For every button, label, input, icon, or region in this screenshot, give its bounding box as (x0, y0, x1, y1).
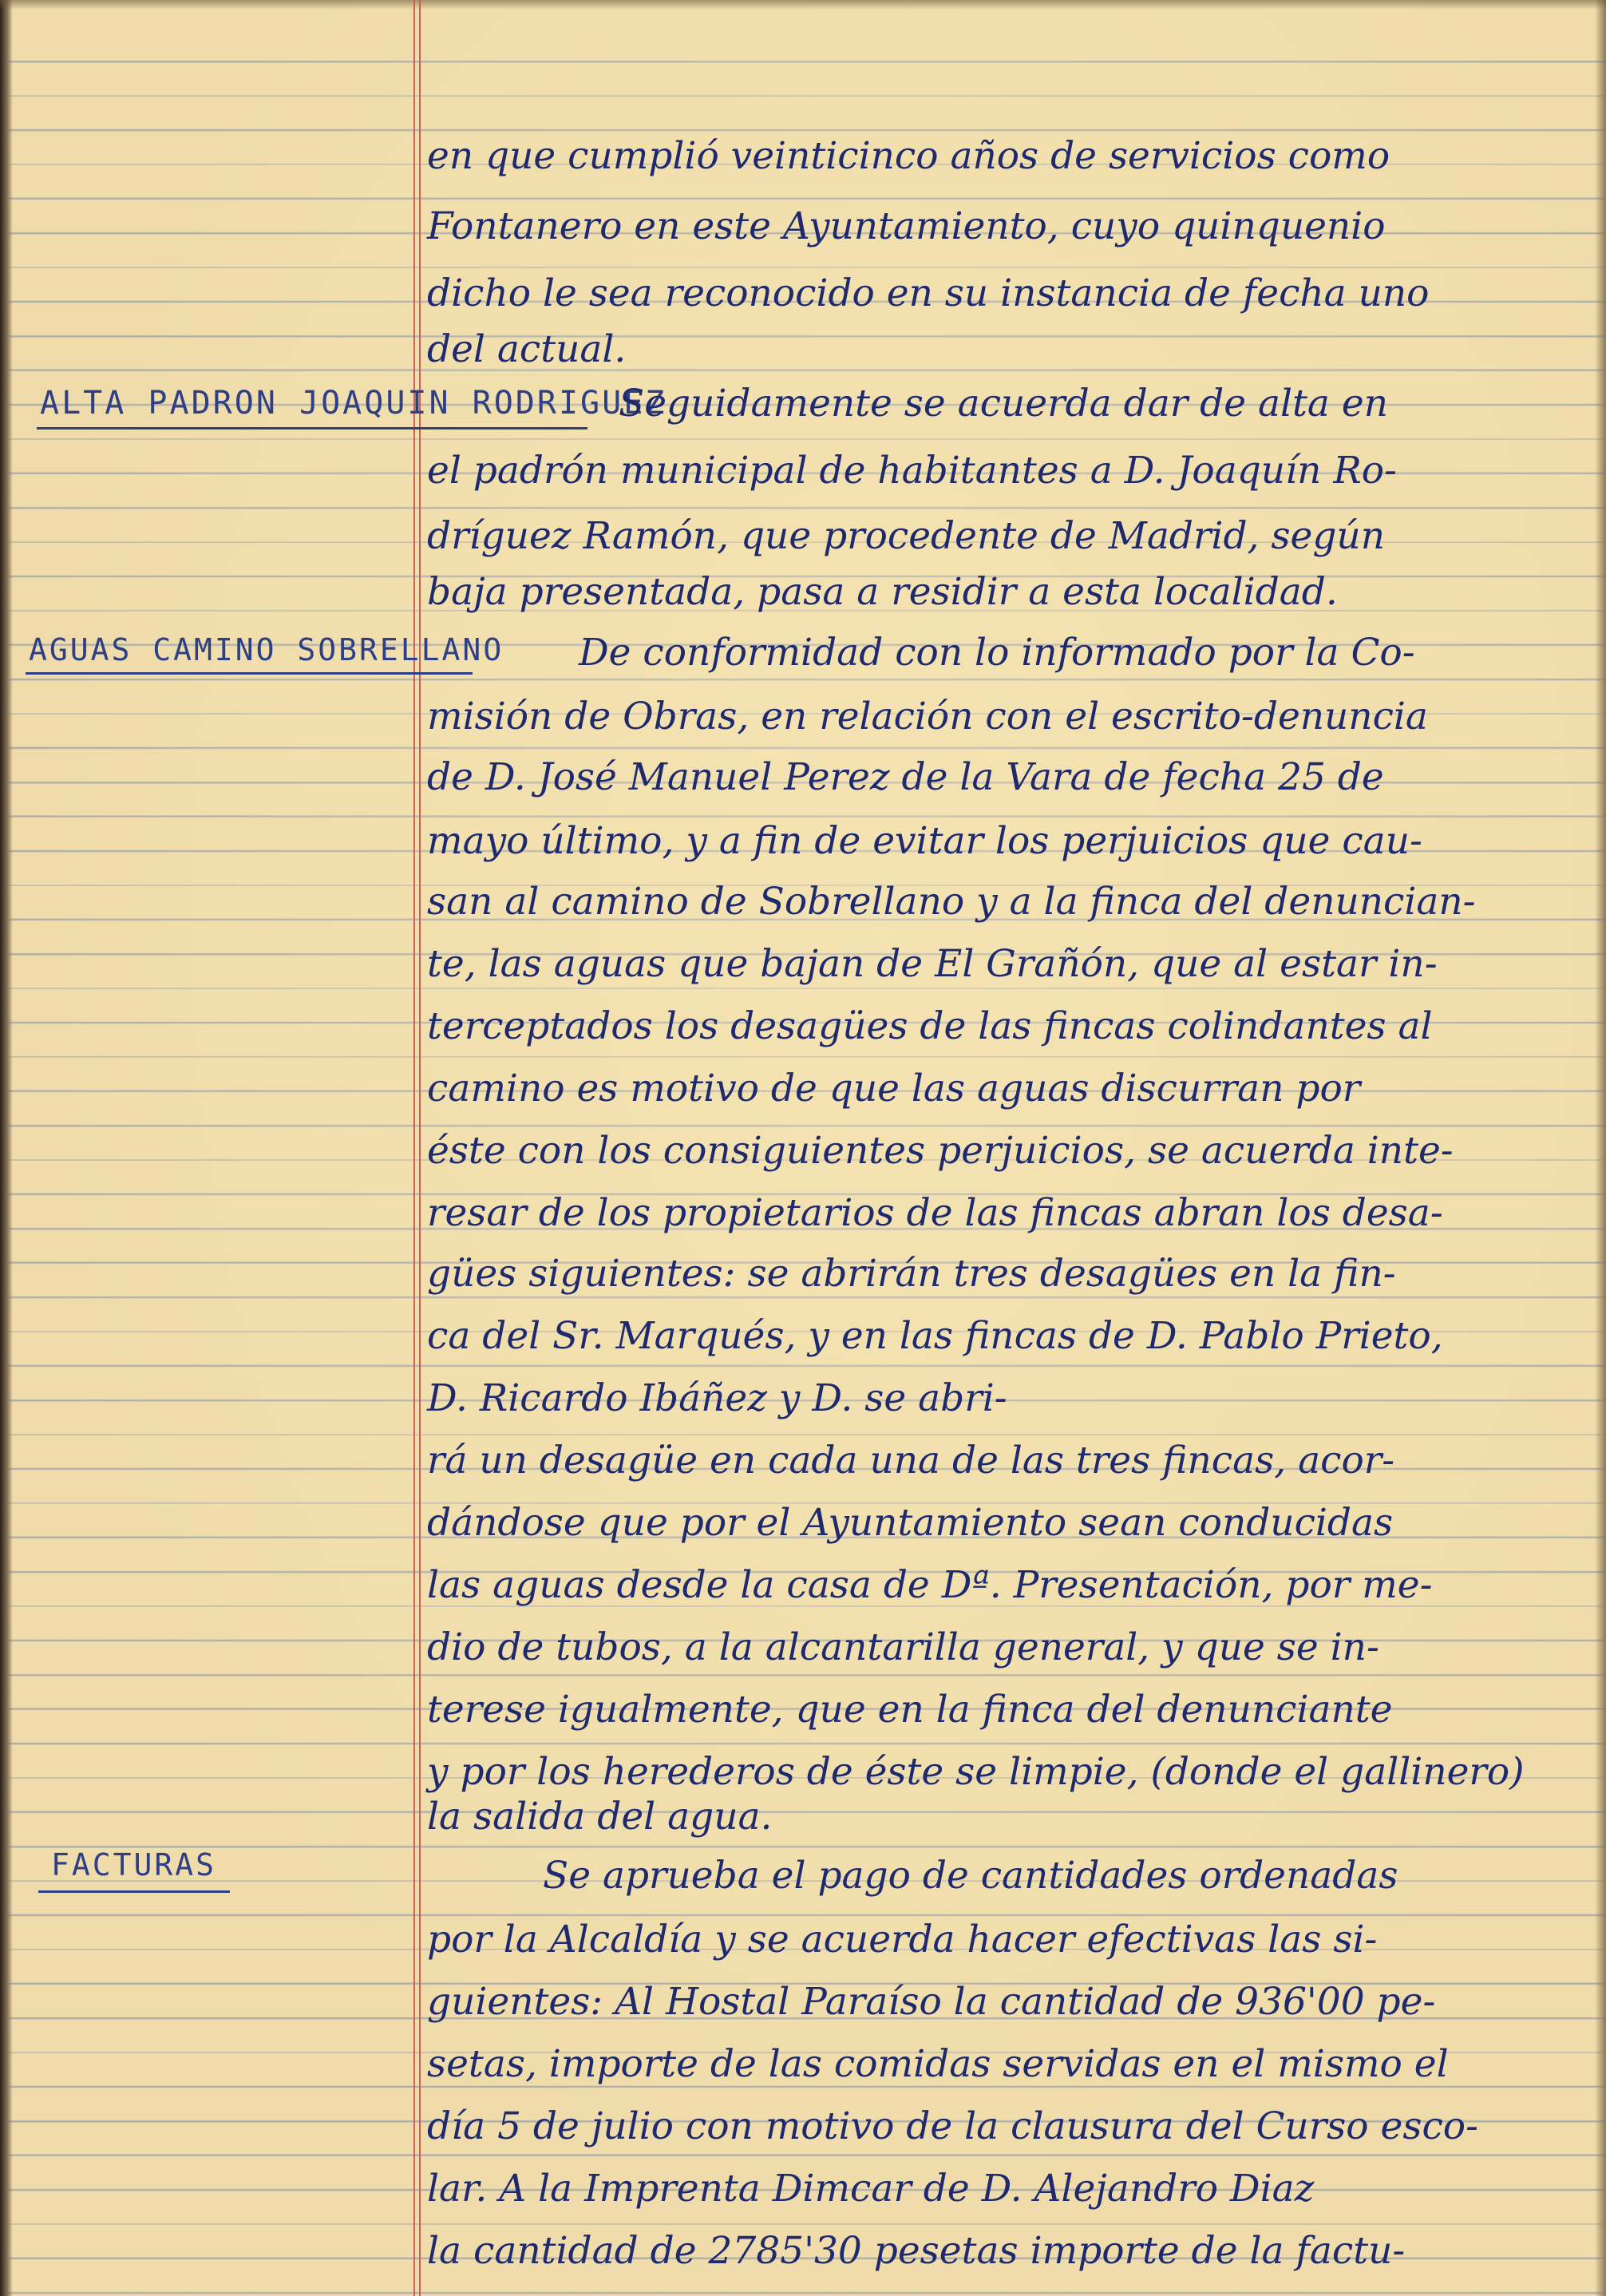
body-line: del actual. (427, 327, 627, 371)
page-top-edge (0, 0, 1606, 10)
body-line: la salida del agua. (427, 1795, 773, 1839)
page-binding-edge (0, 0, 13, 2296)
page-right-edge (1595, 0, 1606, 2296)
body-line: gües siguientes: se abrirán tres desagües en la fin- (427, 1252, 1396, 1296)
body-line: baja presentada, pasa a residir a esta localidad. (427, 570, 1338, 614)
body-line: de D. José Manuel Perez de la Vara de fecha 25 de (427, 755, 1384, 799)
body-line: lar. A la Imprenta Dimcar de D. Alejandro Diaz (427, 2167, 1315, 2211)
body-line: terceptados los desagües de las fincas colindantes al (427, 1004, 1433, 1048)
body-line: misión de Obras, en relación con el escrito-denuncia (427, 695, 1428, 738)
body-line: Se aprueba el pago de cantidades ordenadas (543, 1854, 1398, 1898)
body-line: dríguez Ramón, que procedente de Madrid, según (427, 514, 1385, 558)
body-line: dándose que por el Ayuntamiento sean conducidas (427, 1501, 1394, 1545)
body-line: las aguas desde la casa de Dª. Presentación, por me- (427, 1563, 1433, 1607)
margin-note-underline (26, 672, 473, 675)
margin-note-alta-padron: ALTA PADRON JOAQUIN RODRIGUEZ (40, 385, 667, 422)
body-line: éste con los consiguientes perjuicios, se acuerda inte- (427, 1129, 1454, 1173)
body-line: y por los herederos de éste se limpie, (donde el gallinero) (427, 1750, 1525, 1794)
body-line: día 5 de julio con motivo de la clausura del Curso esco- (427, 2104, 1478, 2148)
body-line: Fontanero en este Ayuntamiento, cuyo quinquenio (427, 204, 1386, 248)
body-line: resar de los propietarios de las fincas abran los desa- (427, 1191, 1443, 1235)
body-line: en que cumplió veinticinco años de servicios como (427, 134, 1390, 178)
body-line: guientes: Al Hostal Paraíso la cantidad de 936'00 pe- (427, 1980, 1436, 2024)
body-line: san al camino de Sobrellano y a la finca del denuncian- (427, 880, 1476, 924)
body-line: De conformidad con lo informado por la Co- (579, 631, 1415, 675)
margin-note-underline (37, 427, 587, 430)
body-line: terese igualmente, que en la finca del denunciante (427, 1688, 1393, 1732)
body-line: te, las aguas que bajan de El Grañón, que al estar in- (427, 942, 1438, 986)
body-line: rá un desagüe en cada una de las tres fincas, acor- (427, 1439, 1395, 1483)
margin-note-underline (38, 1890, 230, 1893)
body-line: dicho le sea reconocido en su instancia de fecha uno (427, 271, 1430, 315)
body-line: D. Ricardo Ibáñez y D. se abri- (427, 1376, 1007, 1420)
body-line: ca del Sr. Marqués, y en las fincas de D. Pablo Prieto, (427, 1314, 1443, 1358)
body-line: setas, importe de las comidas servidas en el mismo el (427, 2042, 1449, 2086)
body-line: dio de tubos, a la alcantarilla general, y que se in- (427, 1625, 1379, 1669)
margin-note-aguas-camino: AGUAS CAMINO SOBRELLANO (29, 632, 504, 667)
body-line: camino es motivo de que las aguas discurran por (427, 1067, 1361, 1110)
body-line: mayo último, y a fin de evitar los perjuicios que cau- (427, 819, 1422, 863)
body-line: por la Alcaldía y se acuerda hacer efectivas las si- (427, 1918, 1378, 1961)
body-line: Seguidamente se acuerda dar de alta en (619, 382, 1388, 426)
body-line: el padrón municipal de habitantes a D. Joaquín Ro- (427, 449, 1397, 493)
margin-note-facturas: FACTURAS (51, 1847, 217, 1882)
red-margin-rule (413, 0, 421, 2296)
body-line: la cantidad de 2785'30 pesetas importe de la factu- (427, 2229, 1406, 2273)
